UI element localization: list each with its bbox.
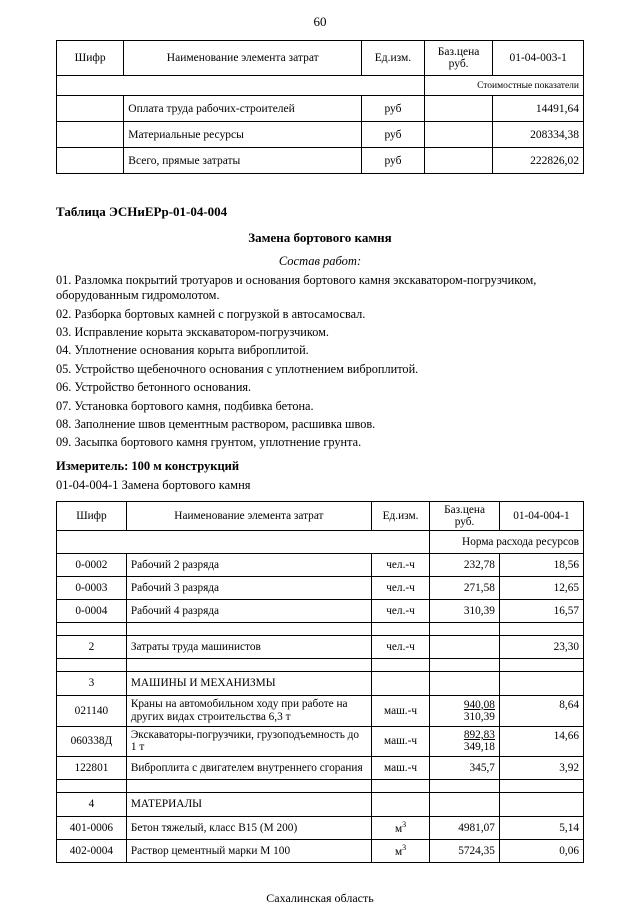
row-norm: 14,66: [499, 726, 583, 756]
spacer-row: [57, 658, 584, 671]
spacer-cell: [371, 622, 429, 635]
row-price: 310,39: [430, 599, 500, 622]
subheader-label: Стоимостные показатели: [424, 76, 583, 96]
row-shifr: 0-0002: [57, 553, 127, 576]
header-price: Баз.цена руб.: [424, 41, 493, 76]
row-shifr: 060338Д: [57, 726, 127, 756]
spacer-cell: [126, 779, 371, 792]
list-item: 08. Заполнение швов цементным раствором, расшивка швов.: [56, 416, 376, 431]
list-item: 07. Установка бортового камня, подбивка бетона.: [56, 398, 314, 413]
row-norm: 0,06: [499, 839, 583, 862]
header-shifr: Шифр: [57, 41, 124, 76]
row-price: 271,58: [430, 576, 500, 599]
cost-summary-table: [56, 40, 584, 174]
row-shifr: [57, 148, 124, 174]
spacer-cell: [430, 622, 500, 635]
subheader-label: Норма расхода ресурсов: [430, 530, 584, 553]
row-norm: 18,56: [499, 553, 583, 576]
row-name: Материальные ресурсы: [124, 122, 362, 148]
row-unit: чел.-ч: [371, 635, 429, 658]
section-unit: [371, 792, 429, 816]
table-row: [57, 122, 584, 148]
row-unit: маш.-ч: [371, 756, 429, 779]
table-header-row: [57, 41, 584, 76]
page-content: [56, 40, 584, 906]
list-item: 01. Разломка покрытий тротуаров и основания бортового камня экскаватором-погрузчиком, оборудованным гидромолотом.: [56, 273, 537, 303]
table-row: [57, 726, 584, 756]
spacer-cell: [126, 658, 371, 671]
row-norm: 16,57: [499, 599, 583, 622]
row-price-main: 892,83: [463, 729, 495, 742]
row-name: Затраты труда машинистов: [126, 635, 371, 658]
list-item: 03. Исправление корыта экскаватором-погрузчиком.: [56, 325, 330, 340]
spacer-cell: [430, 658, 500, 671]
row-shifr: 021140: [57, 695, 127, 726]
table-header-row: [57, 501, 584, 530]
spacer-cell: [499, 779, 583, 792]
section-number: 4: [57, 792, 127, 816]
row-name: Рабочий 2 разряда: [126, 553, 371, 576]
spacer-row: [57, 779, 584, 792]
table-subheader-row: [57, 530, 584, 553]
row-shifr: 122801: [57, 756, 127, 779]
table-row: [57, 148, 584, 174]
row-unit: руб: [362, 96, 425, 122]
subheader-spacer: [57, 530, 430, 553]
resource-norms-table: [56, 501, 584, 863]
row-shifr: 0-0003: [57, 576, 127, 599]
spacer-cell: [57, 622, 127, 635]
work-title: Замена бортового камня: [248, 230, 392, 245]
table-row: [57, 96, 584, 122]
spacer-cell: [371, 779, 429, 792]
row-unit: маш.-ч: [371, 726, 429, 756]
row-norm: 3,92: [499, 756, 583, 779]
row-value: 208334,38: [493, 122, 584, 148]
row-unit: руб: [362, 122, 425, 148]
list-item: 04. Уплотнение основания корыта виброплитой.: [56, 343, 309, 358]
work-list: [56, 273, 584, 451]
header-code: 01-04-003-1: [493, 41, 584, 76]
row-norm: 8,64: [499, 695, 583, 726]
row-unit: $м^3$: [371, 816, 429, 839]
table-row: [57, 553, 584, 576]
section-title: МАТЕРИАЛЫ: [126, 792, 371, 816]
table-row: [57, 756, 584, 779]
row-shifr: 0-0004: [57, 599, 127, 622]
spacer-cell: [371, 658, 429, 671]
row-price-main: 940,08: [463, 698, 495, 711]
section-number: 3: [57, 671, 127, 695]
list-item: 09. Засыпка бортового камня грунтом, уплотнение грунта.: [56, 435, 362, 450]
header-name: Наименование элемента затрат: [126, 501, 371, 530]
row-price: [430, 635, 500, 658]
row-price: 5724,35: [430, 839, 500, 862]
section-header-machines: [57, 671, 584, 695]
subheader-spacer: [57, 76, 425, 96]
header-unit: Ед.изм.: [362, 41, 425, 76]
spacer-cell: [57, 658, 127, 671]
section-norm: [499, 671, 583, 695]
code-line: 01-04-004-1 Замена бортового камня: [56, 477, 251, 492]
row-price: [424, 148, 493, 174]
table-row: [57, 599, 584, 622]
row-name: Виброплита с двигателем внутреннего сгорания: [126, 756, 371, 779]
row-price-pair: [430, 695, 500, 726]
table-row: [57, 695, 584, 726]
row-norm: 12,65: [499, 576, 583, 599]
row-norm: 5,14: [499, 816, 583, 839]
row-name: Рабочий 4 разряда: [126, 599, 371, 622]
spacer-cell: [57, 779, 127, 792]
page-footer: Сахалинская область: [266, 890, 374, 905]
row-shifr: 2: [57, 635, 127, 658]
table-row: [57, 816, 584, 839]
section-unit: [371, 671, 429, 695]
row-name: Всего, прямые затраты: [124, 148, 362, 174]
row-price-pair: [430, 726, 500, 756]
header-code: 01-04-004-1: [499, 501, 583, 530]
section-title: МАШИНЫ И МЕХАНИЗМЫ: [126, 671, 371, 695]
section-price: [430, 792, 500, 816]
row-price: 345,7: [430, 756, 500, 779]
section-header-materials: [57, 792, 584, 816]
row-shifr: 402-0004: [57, 839, 127, 862]
row-price-sub: 310,39: [463, 710, 495, 723]
header-price: Баз.цена руб.: [430, 501, 500, 530]
page-number: 60: [313, 14, 327, 29]
row-value: 222826,02: [493, 148, 584, 174]
row-shifr: [57, 122, 124, 148]
row-value: 14491,64: [493, 96, 584, 122]
row-name: Рабочий 3 разряда: [126, 576, 371, 599]
row-shifr: [57, 96, 124, 122]
section-price: [430, 671, 500, 695]
table-row-machinists: [57, 635, 584, 658]
document-page: [0, 14, 640, 919]
list-item: 06. Устройство бетонного основания.: [56, 380, 252, 395]
row-norm: 23,30: [499, 635, 583, 658]
row-name: Оплата труда рабочих-строителей: [124, 96, 362, 122]
row-unit: $м^3$: [371, 839, 429, 862]
header-shifr: Шифр: [57, 501, 127, 530]
row-price: [424, 122, 493, 148]
spacer-cell: [430, 779, 500, 792]
row-price-sub: 349,18: [463, 741, 495, 754]
row-name: Бетон тяжелый, класс В15 (М 200): [126, 816, 371, 839]
spacer-row: [57, 622, 584, 635]
row-unit: чел.-ч: [371, 576, 429, 599]
row-unit: чел.-ч: [371, 599, 429, 622]
row-name: Раствор цементный марки М 100: [126, 839, 371, 862]
table-label: Таблица ЭСНиЕРр-01-04-004: [56, 204, 228, 219]
section-norm: [499, 792, 583, 816]
row-unit: чел.-ч: [371, 553, 429, 576]
composition-label: Состав работ:: [278, 254, 362, 268]
measure-line: Измеритель: 100 м конструкций: [56, 458, 240, 473]
table-subheader-row: [57, 76, 584, 96]
table-row: [57, 839, 584, 862]
header-unit: Ед.изм.: [371, 501, 429, 530]
header-name: Наименование элемента затрат: [124, 41, 362, 76]
list-item: 05. Устройство щебеночного основания с уплотнением виброплитой.: [56, 361, 419, 376]
row-price: 232,78: [430, 553, 500, 576]
spacer-cell: [499, 658, 583, 671]
spacer-cell: [499, 622, 583, 635]
row-shifr: 401-0006: [57, 816, 127, 839]
row-price: [424, 96, 493, 122]
row-unit: руб: [362, 148, 425, 174]
row-name: Экскаваторы-погрузчики, грузоподъемность до 1 т: [126, 726, 371, 756]
row-unit: маш.-ч: [371, 695, 429, 726]
row-price: 4981,07: [430, 816, 500, 839]
row-name: Краны на автомобильном ходу при работе на других видах строительства 6,3 т: [126, 695, 371, 726]
spacer-cell: [126, 622, 371, 635]
table-row: [57, 576, 584, 599]
list-item: 02. Разборка бортовых камней с погрузкой в автосамосвал.: [56, 306, 366, 321]
